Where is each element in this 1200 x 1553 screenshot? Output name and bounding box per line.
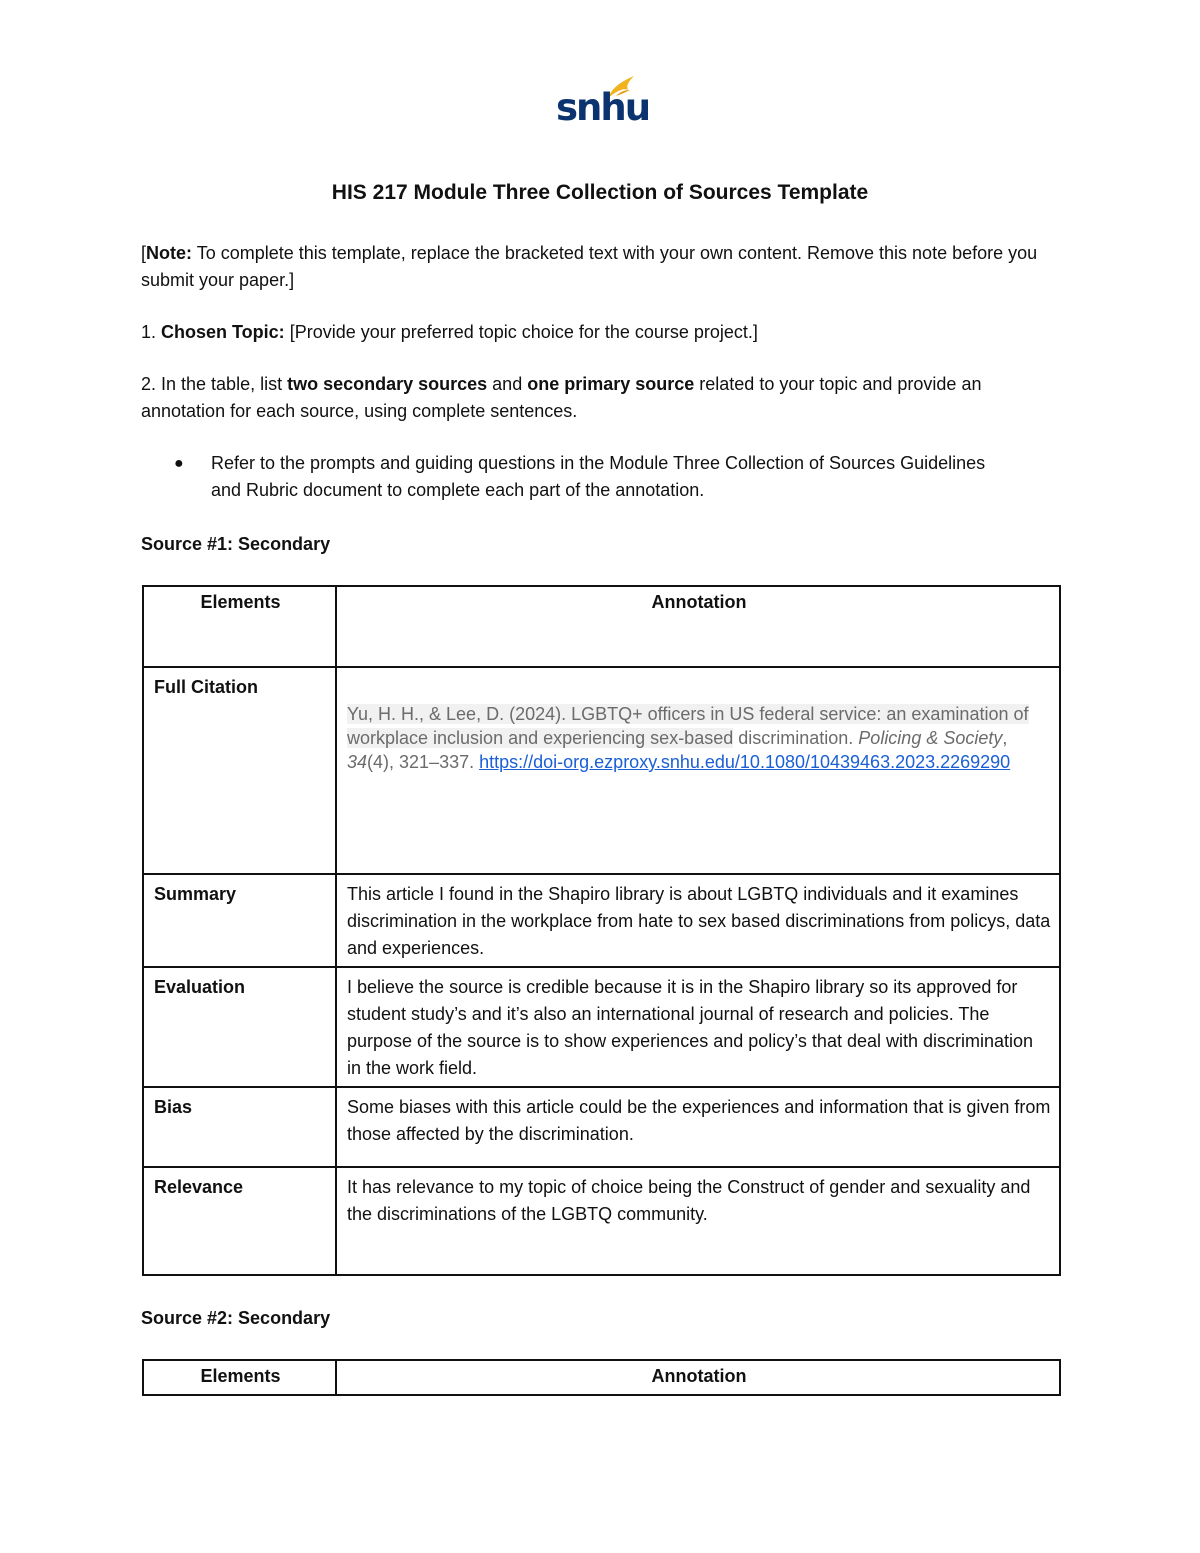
col-annotation: Annotation (336, 586, 1060, 667)
col-elements: Elements (143, 1360, 336, 1395)
table-row (143, 967, 1060, 1087)
table-row (143, 1167, 1060, 1275)
col-elements: Elements (143, 586, 336, 667)
full-citation-label: Full Citation (143, 667, 336, 874)
chosen-topic: 1. Chosen Topic: [Provide your preferred topic choice for the course project.] (141, 322, 758, 342)
page-title: HIS 217 Module Three Collection of Sources Template (331, 181, 869, 204)
table-row (143, 667, 1060, 874)
evaluation-text: I believe the source is credible because it is in the Shapiro library so its approved for student study’s and it’s also an international journal of research and policies. The purpose of the source is to show experiences and policy’s that deal with discrimination in the work field. (336, 967, 1060, 1087)
citation-text: Yu, H. H., & Lee, D. (2024). LGBTQ+ officers in US federal service: an examination of workplace inclusion and experiencing sex-based discrimination. Policing & Society, 34(4), 321–337. https://doi-org.ezproxy.snhu.edu/10.1080/10439463.2023.2269290 (347, 704, 1029, 772)
table-row (143, 1087, 1060, 1167)
bullet-icon: ● (174, 455, 184, 472)
summary-text: This article I found in the Shapiro library is about LGBTQ individuals and it examines discrimination in the workplace from hate to sex based discriminations from policys, data and experiences. (336, 874, 1060, 967)
source2-table (142, 1359, 1061, 1396)
source2-heading: Source #2: Secondary (141, 1308, 331, 1328)
logo-wordmark: snhu (556, 86, 650, 129)
source1-heading: Source #1: Secondary (141, 534, 331, 554)
relevance-label: Relevance (143, 1167, 336, 1275)
source1-table (142, 585, 1061, 1276)
bias-label: Bias (143, 1087, 336, 1167)
relevance-text: It has relevance to my topic of choice being the Construct of gender and sexuality and the discriminations of the LGBTQ community. (336, 1167, 1060, 1275)
note-label: Note: (146, 243, 193, 263)
table-header-row (143, 1360, 1060, 1395)
bullet-text: Refer to the prompts and guiding questions in the Module Three Collection of Sources Guidelines and Rubric document to complete each part of the annotation. (211, 453, 986, 500)
chosen-topic-label: Chosen Topic: (161, 322, 285, 342)
table-instructions: 2. In the table, list two secondary sources and one primary source related to your topic and provide an annotation for each source, using complete sentences. (141, 374, 982, 421)
table-row (143, 874, 1060, 967)
note-text: To complete this template, replace the bracketed text with your own content. Remove this note before you submit your paper.] (141, 243, 1038, 290)
bias-text: Some biases with this article could be the experiences and information that is given from those affected by the discrimination. (336, 1087, 1060, 1167)
col-annotation: Annotation (336, 1360, 1060, 1395)
full-citation-cell (336, 667, 1060, 874)
snhu-logo (556, 74, 650, 134)
doi-link[interactable]: https://doi-org.ezproxy.snhu.edu/10.1080/10439463.2023.2269290 (479, 752, 1011, 772)
chosen-topic-text: [Provide your preferred topic choice for the course project.] (284, 322, 758, 342)
table-header-row (143, 586, 1060, 667)
template-note: [Note: To complete this template, replace the bracketed text with your own content. Remove this note before you submit your paper.] (141, 243, 1038, 290)
summary-label: Summary (143, 874, 336, 967)
evaluation-label: Evaluation (143, 967, 336, 1087)
